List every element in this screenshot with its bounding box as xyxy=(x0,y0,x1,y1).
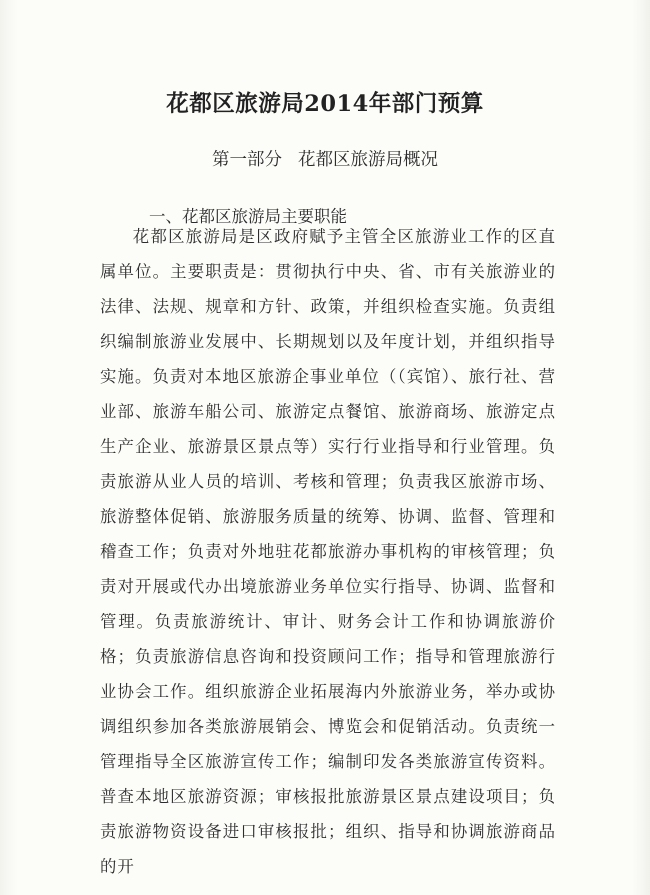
document-title: 花都区旅游局2014年部门预算 xyxy=(166,91,484,117)
part-heading xyxy=(0,146,650,171)
section-heading: 一、花都区旅游局主要职能 xyxy=(149,207,347,226)
part-label: 第一部分 xyxy=(212,150,282,170)
body-paragraph: 花都区旅游局是区政府赋予主管全区旅游业工作的区直属单位。主要职责是：贯彻执行中央、省、市有关旅游业的法律、法规、规章和方针、政策，并组织检查实施。负责组织编制旅游业发展中、长期规划以及年度计划，并组织指导实施。负责对本地区旅游企事业单位（（宾馆）、旅行社、营业部、旅游车船公司、旅游定点餐馆、旅游商场、旅游定点生产企业、旅游景区景点等）实行行业指导和行业管理。负责旅游从业人员的培训、考核和管理；负责我区旅游市场、旅游整体促销、旅游服务质量的统筹、协调、监督、管理和稽查工作；负责对外地驻花都旅游办事机构的审核管理；负责对开展或代办出境旅游业务单位实行指导、协调、监督和管理。负责旅游统计、审计、财务会计工作和协调旅游价格；负责旅游信息咨询和投资顾问工作；指导和管理旅游行业协会工作。组织旅游企业拓展海内外旅游业务，举办或协调组织参加各类旅游展销会、博览会和促销活动。负责统一管理指导全区旅游宣传工作；编制印发各类旅游宣传资料。普查本地区旅游资源；审核报批旅游景区景点建设项目；负责旅游物资设备进口审核报批；组织、指导和协调旅游商品的开 xyxy=(100,227,556,876)
part-title: 花都区旅游局概况 xyxy=(298,150,438,170)
